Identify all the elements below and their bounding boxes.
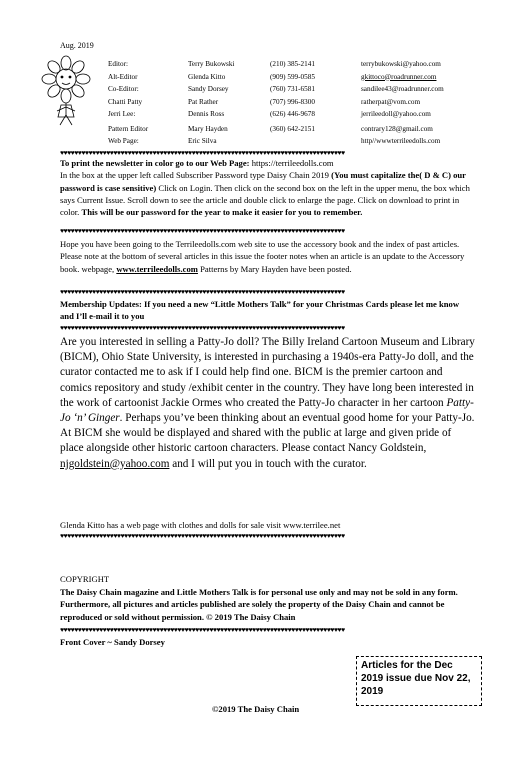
copyright-label: COPYRIGHT — [60, 574, 110, 584]
web-page-url[interactable]: https://terrileedolls.com — [251, 158, 334, 168]
staff-role: Jerri Lee: — [108, 110, 136, 118]
staff-phone — [270, 135, 361, 148]
staff-row — [108, 135, 503, 148]
staff-name: Eric Silva — [188, 137, 217, 145]
heart-divider: ♥♥♥♥♥♥♥♥♥♥♥♥♥♥♥♥♥♥♥♥♥♥♥♥♥♥♥♥♥♥♥♥♥♥♥♥♥♥♥♥♥♥♥♥♥♥♥♥♥♥♥♥♥♥♥♥♥♥♥♥♥♥♥♥♥♥♥♥♥♥♥♥♥♥♥♥♥♥♥♥ — [60, 289, 345, 296]
staff-directory — [108, 58, 503, 148]
staff-phone: (210) 385-2141 — [270, 60, 315, 68]
staff-row — [108, 123, 503, 136]
issue-date: Aug. 2019 — [60, 41, 94, 50]
staff-name: Pat Rather — [188, 97, 219, 106]
staff-email[interactable]: ratherpat@vom.com — [361, 97, 421, 106]
staff-name: Terry Bukowski — [188, 60, 235, 68]
accessory-tail: Patterns by Mary Hayden have been posted. — [197, 263, 352, 274]
copyright-text: The Daisy Chain magazine and Little Mothers Talk is for personal use only and may not be sold in any form. Furthermore, all pictures and articles published are solely the property of the Daisy Chain and cannot be reproduced or sold without permission. © 2019 The Daisy Chain — [60, 587, 458, 622]
deadline-notice: Articles for the Dec 2019 issue due Nov 22, 2019 — [356, 656, 482, 706]
staff-role: Pattern Editor — [108, 124, 149, 133]
contact-email-link[interactable]: njgoldstein@yahoo.com — [60, 457, 170, 470]
heart-divider: ♥♥♥♥♥♥♥♥♥♥♥♥♥♥♥♥♥♥♥♥♥♥♥♥♥♥♥♥♥♥♥♥♥♥♥♥♥♥♥♥♥♥♥♥♥♥♥♥♥♥♥♥♥♥♥♥♥♥♥♥♥♥♥♥♥♥♥♥♥♥♥♥♥♥♥♥♥♥♥♥ — [60, 150, 345, 157]
heart-divider: ♥♥♥♥♥♥♥♥♥♥♥♥♥♥♥♥♥♥♥♥♥♥♥♥♥♥♥♥♥♥♥♥♥♥♥♥♥♥♥♥♥♥♥♥♥♥♥♥♥♥♥♥♥♥♥♥♥♥♥♥♥♥♥♥♥♥♥♥♥♥♥♥♥♥♥♥♥♥♥♥ — [60, 627, 345, 634]
article-text-b: . Perhaps you’ve been thinking about an eventual good home for your Patty-Jo. At BICM she would be displayed and shared with the public at large and given pride of place alongside other historic cartoon characters. Please contact Nancy Goldstein, — [60, 412, 475, 455]
staff-row — [108, 83, 503, 96]
staff-row — [108, 71, 503, 84]
staff-phone: (760) 731-6581 — [270, 85, 315, 93]
staff-phone: (707) 996-8300 — [270, 97, 315, 106]
staff-email[interactable]: gkittoco@roadrunner.com — [361, 72, 437, 81]
print-text-2: Click on Login. Then click on the second box on the left in the upper menu, the box which says Current Issue. Scroll down to see the article and double click to enlarge the page. Click on download to print in color. — [60, 182, 470, 218]
staff-row — [108, 108, 503, 121]
staff-role: Editor: — [108, 60, 128, 68]
staff-email[interactable]: contrary128@gmail.com — [361, 124, 433, 133]
staff-name: Mary Hayden — [188, 124, 228, 133]
staff-name: Dennis Ross — [188, 110, 225, 118]
password-note: (You must capitalize the( D & C) our password is case sensitive) — [60, 170, 466, 193]
staff-role: Chatti Patty — [108, 97, 143, 106]
heart-divider: ♥♥♥♥♥♥♥♥♥♥♥♥♥♥♥♥♥♥♥♥♥♥♥♥♥♥♥♥♥♥♥♥♥♥♥♥♥♥♥♥♥♥♥♥♥♥♥♥♥♥♥♥♥♥♥♥♥♥♥♥♥♥♥♥♥♥♥♥♥♥♥♥♥♥♥♥♥♥♥♥ — [60, 228, 345, 235]
page-footer: ©2019 The Daisy Chain — [212, 704, 300, 714]
website-link[interactable]: www.terrileedolls.com — [116, 263, 198, 274]
staff-row — [108, 58, 503, 71]
staff-name: Sandy Dorsey — [188, 85, 229, 93]
patty-jo-article — [60, 335, 476, 472]
staff-link[interactable]: http//wwwterrileedolls.com — [361, 137, 441, 145]
staff-row — [108, 96, 503, 109]
staff-phone: (360) 642-2151 — [270, 124, 315, 133]
staff-name: Glenda Kitto — [188, 72, 226, 81]
print-heading: To print the newsletter in color go to our Web Page: — [60, 158, 250, 168]
staff-role: Co-Editor: — [108, 85, 139, 93]
staff-phone: (909) 599-0585 — [270, 72, 315, 81]
daisy-girl-illustration — [35, 55, 97, 127]
article-text-c: and I will put you in touch with the curator. — [169, 457, 367, 470]
password-reminder: This will be our password for the year to make it easier for you to remember. — [81, 207, 363, 218]
glenda-note: Glenda Kitto has a web page with clothes and dolls for sale visit www.terrilee.net — [60, 520, 341, 530]
print-text-1: In the box at the upper left called Subscriber Password type Daisy Chain 2019 — [60, 170, 332, 181]
staff-phone: (626) 446-9678 — [270, 110, 315, 118]
heart-divider: ♥♥♥♥♥♥♥♥♥♥♥♥♥♥♥♥♥♥♥♥♥♥♥♥♥♥♥♥♥♥♥♥♥♥♥♥♥♥♥♥♥♥♥♥♥♥♥♥♥♥♥♥♥♥♥♥♥♥♥♥♥♥♥♥♥♥♥♥♥♥♥♥♥♥♥♥♥♥♥♥ — [60, 533, 345, 540]
membership-updates: Membership Updates: If you need a new “Little Mothers Talk” for your Christmas Cards please let me know and I’ll e-mail it to you — [60, 299, 460, 322]
staff-email[interactable]: terrybukowski@yahoo.com — [361, 60, 441, 68]
cartoon-title: Patty-Jo ‘n’ Ginger — [60, 396, 474, 425]
staff-email[interactable]: jerrileedoll@yahoo.com — [361, 110, 431, 118]
staff-email[interactable]: sandilee43@roadrunner.com — [361, 85, 444, 93]
print-instructions — [60, 157, 473, 218]
front-cover-credit: Front Cover ~ Sandy Dorsey — [60, 637, 165, 647]
article-text-a: Are you interested in selling a Patty-Jo doll? The Billy Ireland Cartoon Museum and Library (BICM), Ohio State University, is interested in purchasing a 1940s-era Patty-Jo doll, and the curator contacted me to ask if I could help find one. BICM is the premier cartoon and comics repository and study /exhibit center in the country. They have long been interested in the work of cartoonist Jackie Ormes who created the Patty-Jo character in her cartoon — [60, 336, 475, 409]
accessory-note — [60, 238, 473, 275]
staff-role: Alt-Editor — [108, 72, 138, 81]
heart-divider: ♥♥♥♥♥♥♥♥♥♥♥♥♥♥♥♥♥♥♥♥♥♥♥♥♥♥♥♥♥♥♥♥♥♥♥♥♥♥♥♥♥♥♥♥♥♥♥♥♥♥♥♥♥♥♥♥♥♥♥♥♥♥♥♥♥♥♥♥♥♥♥♥♥♥♥♥♥♥♥♥ — [60, 325, 345, 332]
accessory-text: Hope you have been going to the Terrileedolls.com web site to use the accessory book and the index of past articles. Please note at the bottom of several articles in this issue the footer notes when an article is an update to the Accessory book. webpage, — [60, 239, 465, 274]
staff-role: Web Page: — [108, 137, 139, 145]
